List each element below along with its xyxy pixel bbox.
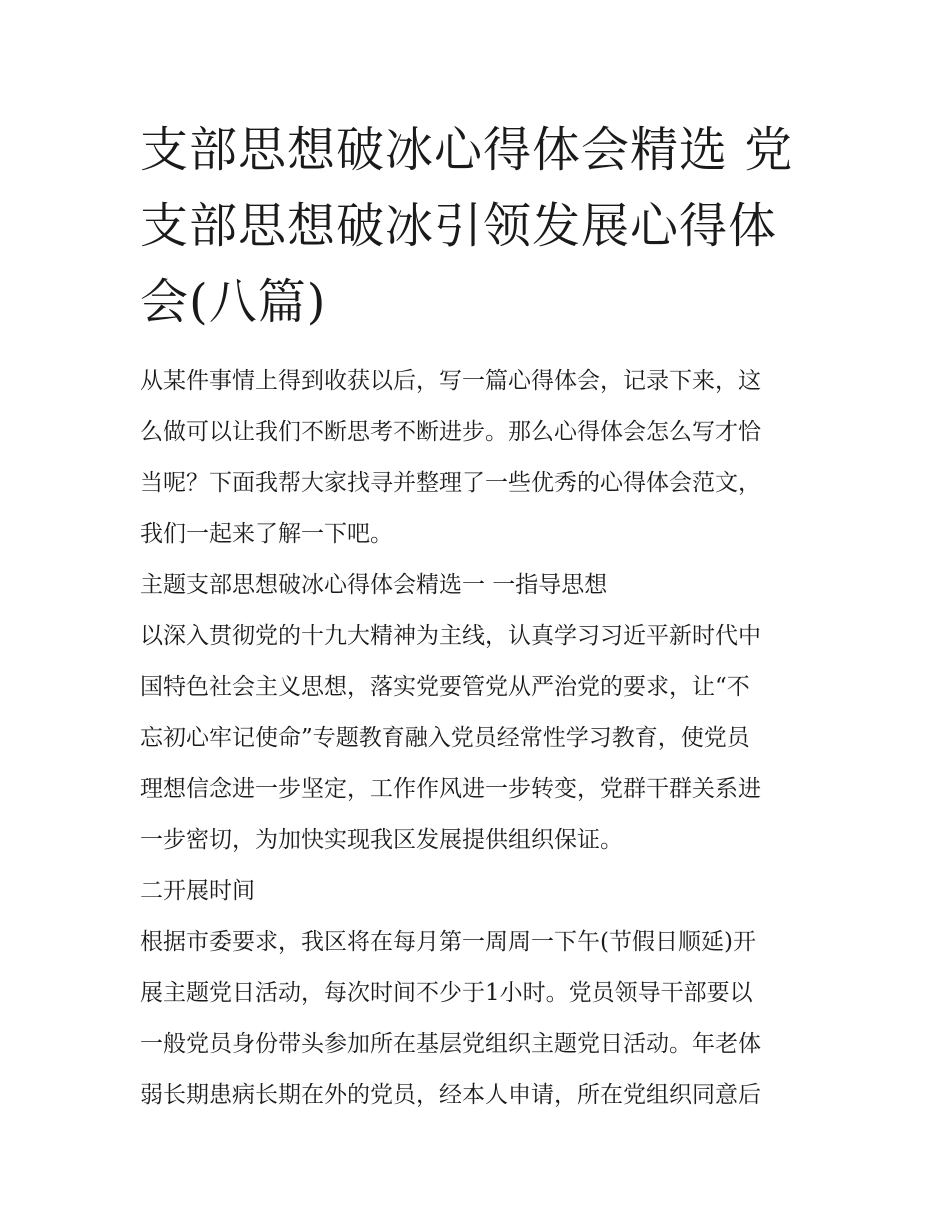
document-body <box>140 356 820 1121</box>
section-heading-guiding-ideology <box>140 560 820 611</box>
text-line: 展主题党日活动，每次时间不少于1小时。党员领导干部要以 <box>140 980 753 1006</box>
intro-paragraph <box>140 356 820 560</box>
guiding-ideology-paragraph <box>140 611 820 866</box>
schedule-paragraph <box>140 917 820 1121</box>
section-heading-schedule <box>140 866 820 917</box>
text-line: 从某件事情上得到收获以后，写一篇心得体会，记录下来，这 <box>140 368 761 394</box>
text-line: 弱长期患病长期在外的党员，经本人申请，所在党组织同意后 <box>140 1082 761 1108</box>
text-line: 一步密切，为加快实现我区发展提供组织保证。 <box>140 827 623 853</box>
text-line: 主题支部思想破冰心得体会精选一 一指导思想 <box>140 572 608 598</box>
text-line: 国特色社会主义思想，落实党要管党从严治党的要求，让“不 <box>140 674 750 700</box>
title-line: 支部思想破冰引领发展心得体 <box>140 198 778 254</box>
document-title <box>140 112 820 340</box>
text-line: 二开展时间 <box>140 878 255 904</box>
text-line: 一般党员身份带头参加所在基层党组织主题党日活动。年老体 <box>140 1031 761 1057</box>
text-line: 理想信念进一步坚定，工作作风进一步转变，党群干群关系进 <box>140 776 761 802</box>
text-line: 当呢？下面我帮大家找寻并整理了一些优秀的心得体会范文， <box>140 470 761 496</box>
title-line: 会(八篇) <box>140 274 327 330</box>
text-line: 么做可以让我们不断思考不断进步。那么心得体会怎么写才恰 <box>140 419 761 445</box>
text-line: 根据市委要求，我区将在每月第一周周一下午(节假日顺延)开 <box>140 929 756 955</box>
text-line: 以深入贯彻党的十九大精神为主线，认真学习习近平新时代中 <box>140 623 761 649</box>
text-line: 忘初心牢记使命”专题教育融入党员经常性学习教育，使党员 <box>140 725 750 751</box>
title-line: 支部思想破冰心得体会精选 党 <box>140 122 794 178</box>
text-line: 我们一起来了解一下吧。 <box>140 521 393 547</box>
